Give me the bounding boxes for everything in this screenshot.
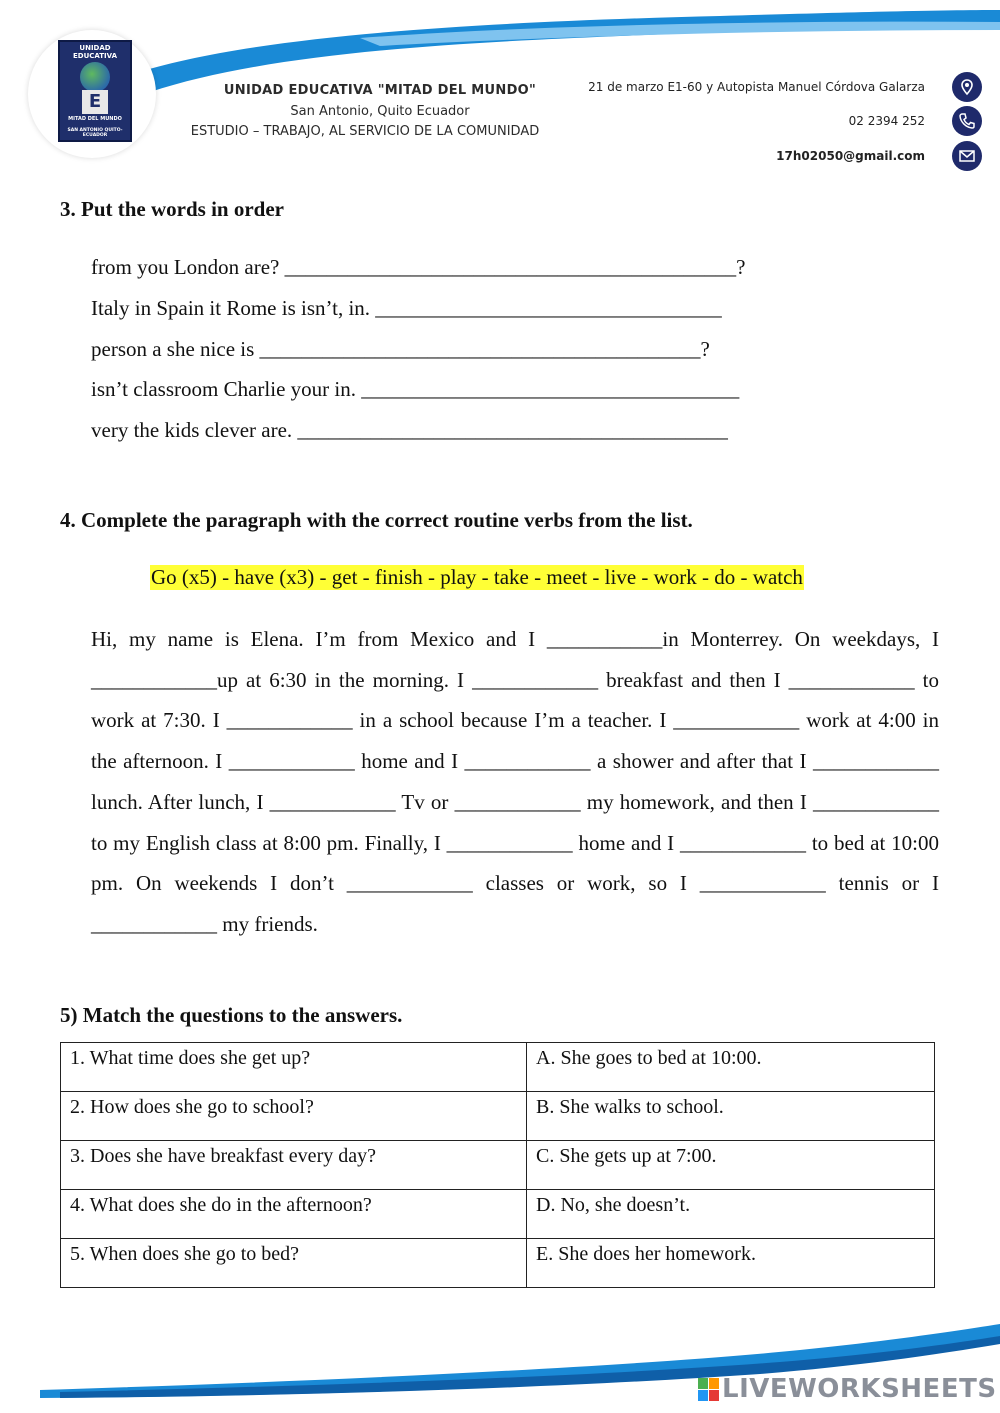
answer-cell[interactable]: A. She goes to bed at 10:00. [527, 1043, 935, 1092]
verb-word-list: Go (x5) - have (x3) - get - finish - play - take - meet - live - work - do - watch [151, 565, 803, 589]
logo-text-bottom: SAN ANTONIO QUITO-ECUADOR [67, 128, 123, 138]
school-motto: ESTUDIO – TRABAJO, AL SERVICIO DE LA COMUNIDAD [190, 124, 540, 139]
answer-cell[interactable]: E. She does her homework. [527, 1239, 935, 1288]
question-cell[interactable]: 2. How does she go to school? [61, 1092, 527, 1141]
contact-address: 21 de marzo E1-60 y Autopista Manuel Córdova Galarza [588, 80, 925, 94]
liveworksheets-brand: LIVEWORKSHEETS [722, 1374, 997, 1404]
answer-cell[interactable]: C. She gets up at 7:00. [527, 1141, 935, 1190]
fill-in-paragraph[interactable]: Hi, my name is Elena. I’m from Mexico and I ___________in Monterrey. On weekdays, I ____________up at 6:30 in the morning. I ____________ breakfast and then I ____________ to work at 7:30. I ____________ in a school because I’m a teacher. I ____________ work at 4:00 in the afternoon. I ____________ home and I ____________ a shower and after that I ____________ lunch. After lunch, I ____________ Tv or ____________ my homework, and then I ____________ to my English class at 8:00 pm. Finally, I ____________ home and I ____________ to bed at 10:00 pm. On weekends I don’t ____________ classes or work, so I ____________ tennis or I ____________ my friends. [91, 627, 939, 936]
table-row [61, 1239, 935, 1288]
school-logo [58, 40, 132, 142]
matching-table [60, 1042, 935, 1288]
logo-letter: E [82, 90, 108, 114]
section-5-heading: 5) Match the questions to the answers. [60, 1003, 403, 1027]
table-row [61, 1043, 935, 1092]
table-row [61, 1092, 935, 1141]
word-order-line-3[interactable]: person a she nice is __________________________________________? [91, 337, 710, 361]
table-row [61, 1141, 935, 1190]
mail-icon [952, 141, 982, 171]
word-order-line-5[interactable]: very the kids clever are. _________________________________________ [91, 418, 728, 442]
table-row [61, 1190, 935, 1239]
section-4-heading: 4. Complete the paragraph with the correct routine verbs from the list. [60, 508, 693, 532]
word-order-line-2[interactable]: Italy in Spain it Rome is isn’t, in. _________________________________ [91, 296, 722, 320]
contact-phone: 02 2394 252 [848, 114, 925, 128]
word-order-line-1[interactable]: from you London are? ___________________________________________? [91, 255, 746, 279]
logo-text-mid: MITAD DEL MUNDO [68, 116, 122, 122]
location-pin-icon [952, 72, 982, 102]
liveworksheets-logo-icon [698, 1378, 720, 1402]
question-cell[interactable]: 1. What time does she get up? [61, 1043, 527, 1092]
answer-cell[interactable]: D. No, she doesn’t. [527, 1190, 935, 1239]
globe-icon [80, 62, 110, 92]
logo-text-top: UNIDAD EDUCATIVA [72, 44, 118, 60]
section-3-heading: 3. Put the words in order [60, 197, 284, 221]
contact-email: 17h02050@gmail.com [776, 149, 925, 163]
word-order-line-4[interactable]: isn’t classroom Charlie your in. ____________________________________ [91, 377, 740, 401]
school-city: San Antonio, Quito Ecuador [290, 104, 470, 119]
question-cell[interactable]: 5. When does she go to bed? [61, 1239, 527, 1288]
question-cell[interactable]: 4. What does she do in the afternoon? [61, 1190, 527, 1239]
question-cell[interactable]: 3. Does she have breakfast every day? [61, 1141, 527, 1190]
school-name: UNIDAD EDUCATIVA "MITAD DEL MUNDO" [223, 83, 537, 98]
phone-icon [952, 106, 982, 136]
answer-cell[interactable]: B. She walks to school. [527, 1092, 935, 1141]
